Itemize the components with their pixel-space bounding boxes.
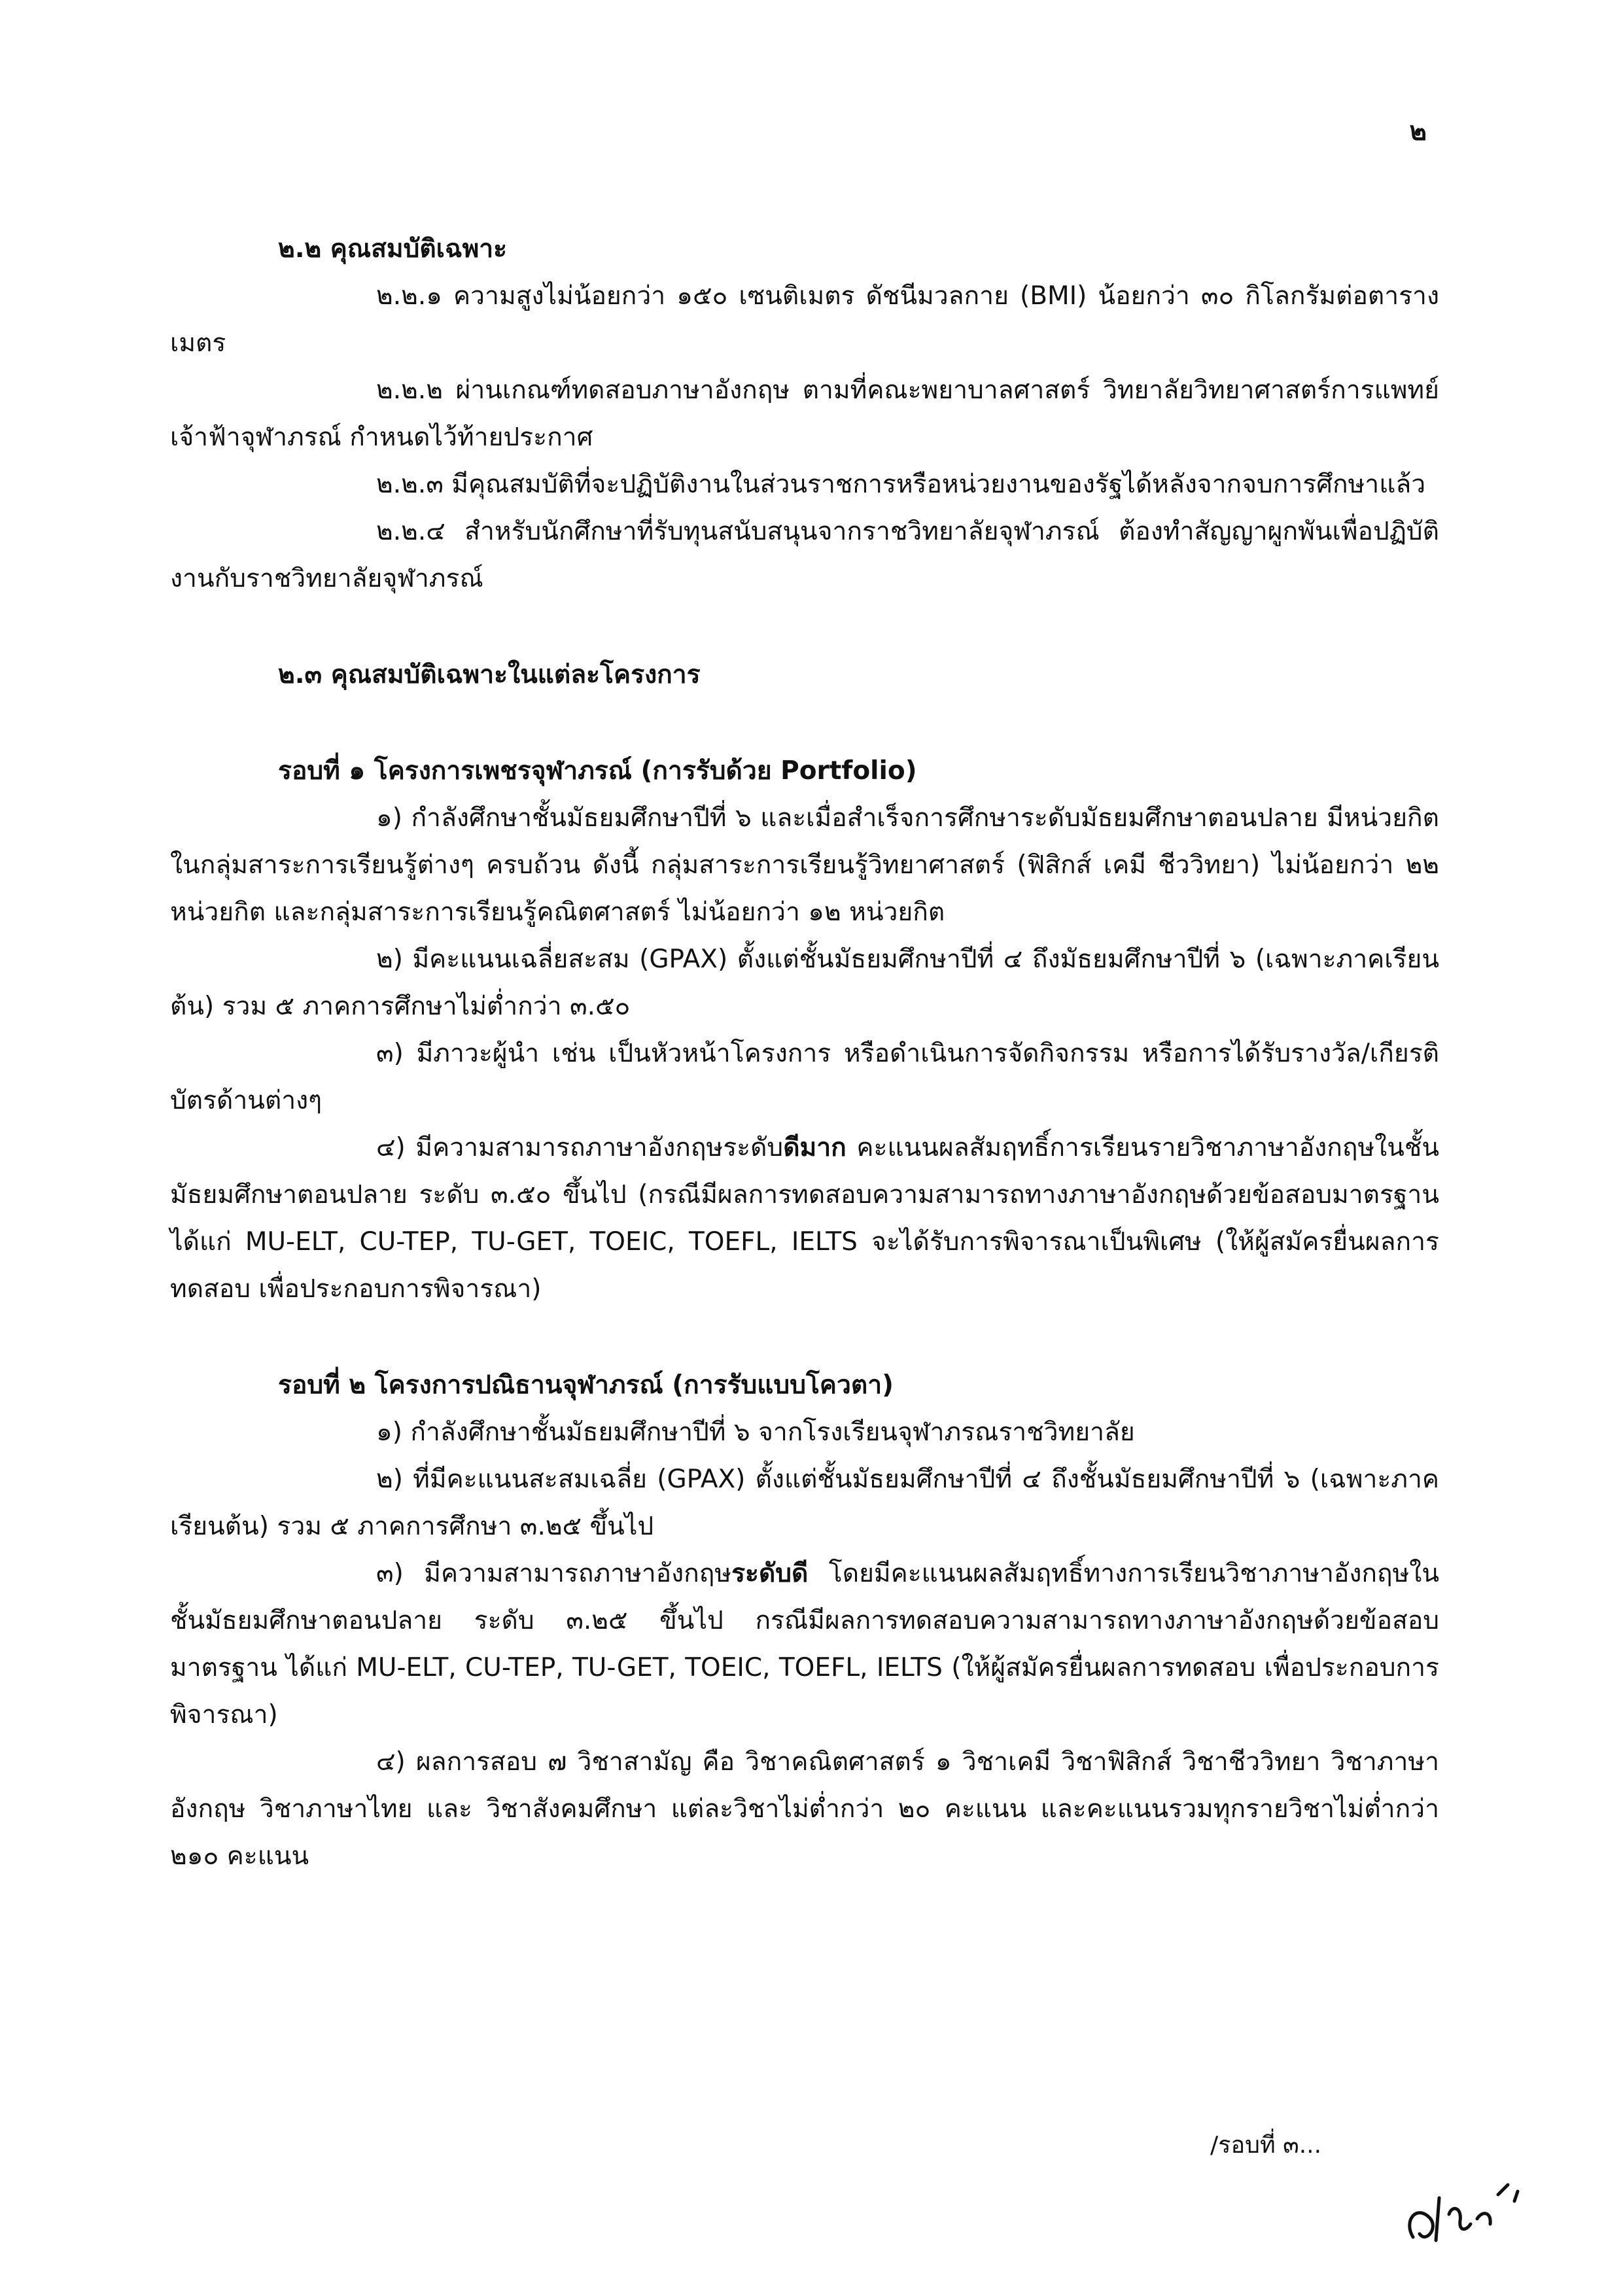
list-item: ๒) ที่มีคะแนนสะสมเฉลี่ย (GPAX) ตั้งแต่ชั้นมัธยมศึกษาปีที่ ๔ ถึงชั้นมัธยมศึกษาปีที่ ๖ (เฉพาะภาคเรียนต้น) รวม ๕ ภาคการศึกษา ๓.๒๕ ขึ้นไป (170, 1465, 1439, 1541)
section-heading-2-2: ๒.๒ คุณสมบัติเฉพาะ (278, 234, 508, 264)
list-item: ๒.๒.๑ ความสูงไม่น้อยกว่า ๑๕๐ เซนติเมตร ดัชนีมวลกาย (BMI) น้อยกว่า ๓๐ กิโลกรัมต่อตารางเมตร (170, 281, 1439, 358)
list-item: ๒.๒.๔ สำหรับนักศึกษาที่รับทุนสนับสนุนจากราชวิทยาลัยจุฬาภรณ์ ต้องทำสัญญาผูกพันเพื่อปฏิบัติงานกับราชวิทยาลัยจุฬาภรณ์ (170, 517, 1439, 593)
document-body (170, 226, 1439, 1880)
signature-icon (1400, 2159, 1557, 2257)
emphasis-text: ดีมาก (783, 1133, 846, 1162)
round-2-heading: รอบที่ ๒ โครงการปณิธานจุฬาภรณ์ (การรับแบบโควตา) (278, 1370, 894, 1400)
item-text: โดยมีคะแนนผลสัมฤทธิ์ทางการเรียนวิชาภาษาอังกฤษในชั้นมัธยมศึกษาตอนปลาย ระดับ ๓.๒๕ ขึ้นไป กรณีมีผลการทดสอบความสามารถทางภาษาอังกฤษด้วยข้อสอบมาตรฐาน ได้แก่ MU-ELT, CU-TEP, TU-GET, TOEIC, TOEFL, IELTS (ให้ผู้สมัครยื่นผลการทดสอบ เพื่อประกอบการพิจารณา) (170, 1559, 1439, 1730)
list-item (170, 1550, 1439, 1739)
list-item: ๒.๒.๒ ผ่านเกณฑ์ทดสอบภาษาอังกฤษ ตามที่คณะพยาบาลศาสตร์ วิทยาลัยวิทยาศาสตร์การแพทย์เจ้าฟ้าจุฬาภรณ์ กำหนดไว้ท้ายประกาศ (170, 375, 1439, 452)
list-item: ๒) มีคะแนนเฉลี่ยสะสม (GPAX) ตั้งแต่ชั้นมัธยมศึกษาปีที่ ๔ ถึงมัธยมศึกษาปีที่ ๖ (เฉพาะภาคเรียนต้น) รวม ๕ ภาคการศึกษาไม่ต่ำกว่า ๓.๕๐ (170, 945, 1439, 1021)
list-item: ๑) กำลังศึกษาชั้นมัธยมศึกษาปีที่ ๖ จากโรงเรียนจุฬาภรณราชวิทยาลัย (376, 1418, 1135, 1447)
list-item: ๒.๒.๓ มีคุณสมบัติที่จะปฏิบัติงานในส่วนราชการหรือหน่วยงานของรัฐได้หลังจากจบการศึกษาแล้ว (376, 470, 1426, 499)
item-text: ๓) มีความสามารถภาษาอังกฤษ (376, 1559, 732, 1588)
section-heading-2-3: ๒.๓ คุณสมบัติเฉพาะในแต่ละโครงการ (278, 660, 701, 689)
item-text: คะแนนผลสัมฤทธิ์การเรียนรายวิชาภาษาอังกฤษในชั้นมัธยมศึกษาตอนปลาย ระดับ ๓.๕๐ ขึ้นไป (กรณีมีผลการทดสอบความสามารถทางภาษาอังกฤษด้วยข้อสอบมาตรฐาน ได้แก่ MU-ELT, CU-TEP, TU-GET, TOEIC, TOEFL, IELTS จะได้รับการพิจารณาเป็นพิเศษ (ให้ผู้สมัครยื่นผลการทดสอบ เพื่อประกอบการพิจารณา) (170, 1133, 1439, 1304)
page-number: ๒ (1409, 116, 1427, 147)
emphasis-text: ระดับดี (731, 1559, 809, 1588)
item-text: ๔) มีความสามารถภาษาอังกฤษระดับ (376, 1133, 784, 1162)
round-1-heading: รอบที่ ๑ โครงการเพชรจุฬาภรณ์ (การรับด้วย Portfolio) (278, 756, 917, 786)
list-item (170, 1124, 1439, 1313)
list-item: ๔) ผลการสอบ ๗ วิชาสามัญ คือ วิชาคณิตศาสตร์ ๑ วิชาเคมี วิชาฟิสิกส์ วิชาชีววิทยา วิชาภาษาอังกฤษ วิชาภาษาไทย และ วิชาสังคมศึกษา แต่ละวิชาไม่ต่ำกว่า ๒๐ คะแนน และคะแนนรวมทุกรายวิชาไม่ต่ำกว่า ๒๑๐ คะแนน (170, 1747, 1439, 1871)
list-item: ๓) มีภาวะผู้นำ เช่น เป็นหัวหน้าโครงการ หรือดำเนินการจัดกิจกรรม หรือการได้รับรางวัล/เกียรติบัตรด้านต่างๆ (170, 1039, 1439, 1115)
continuation-note: /รอบที่ ๓... (1210, 2132, 1322, 2159)
list-item: ๑) กำลังศึกษาชั้นมัธยมศึกษาปีที่ ๖ และเมื่อสำเร็จการศึกษาระดับมัธยมศึกษาตอนปลาย มีหน่วยกิตในกลุ่มสาระการเรียนรู้ต่างๆ ครบถ้วน ดังนี้ กลุ่มสาระการเรียนรู้วิทยาศาสตร์ (ฟิสิกส์ เคมี ชีววิทยา) ไม่น้อยกว่า ๒๒ หน่วยกิต และกลุ่มสาระการเรียนรู้คณิตศาสตร์ ไม่น้อยกว่า ๑๒ หน่วยกิต (170, 803, 1439, 927)
